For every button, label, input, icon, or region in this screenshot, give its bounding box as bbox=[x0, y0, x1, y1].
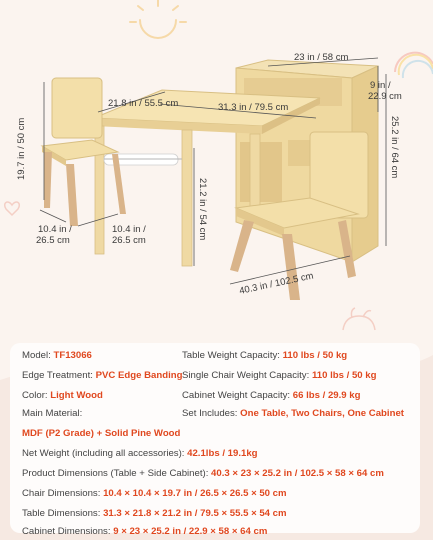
cabinet-depth-in: 9 in / bbox=[370, 80, 391, 91]
chair-width-label bbox=[36, 224, 74, 246]
spec-net-weight-value: 42.1lbs / 19.1kg bbox=[187, 448, 258, 459]
spec-chair-capacity-value: 110 lbs / 50 kg bbox=[311, 370, 377, 381]
spec-product-dims bbox=[22, 468, 384, 480]
spec-table-capacity-label: Table Weight Capacity: bbox=[182, 350, 280, 361]
spec-color-value: Light Wood bbox=[50, 390, 103, 401]
spec-cabinet-capacity-label: Cabinet Weight Capacity: bbox=[182, 390, 291, 401]
spec-cabinet-capacity bbox=[182, 390, 360, 402]
spec-material bbox=[22, 408, 82, 420]
spec-cabinet-capacity-value: 66 lbs / 29.9 kg bbox=[292, 390, 361, 401]
spec-product-dims-label: Product Dimensions (Table + Side Cabinet): bbox=[22, 468, 209, 479]
chair-height-label: 19.7 in / 50 cm bbox=[16, 117, 27, 180]
chair-depth-in: 10.4 in / bbox=[112, 224, 146, 235]
spec-cabinet-dims-label: Cabinet Dimensions: bbox=[22, 526, 111, 537]
spec-set-includes-value: One Table, Two Chairs, One Cabinet bbox=[240, 408, 404, 419]
table-width-label: 31.3 in / 79.5 cm bbox=[218, 102, 289, 113]
spec-set-includes-label: Set Includes: bbox=[182, 408, 238, 419]
spec-table-capacity-value: 110 lbs / 50 kg bbox=[282, 350, 348, 361]
chair-width-in: 10.4 in / bbox=[38, 224, 72, 235]
cabinet-height-label: 25.2 in / 64 cm bbox=[389, 116, 400, 179]
spec-material-value-row bbox=[22, 428, 180, 440]
spec-chair-dims-label: Chair Dimensions: bbox=[22, 488, 101, 499]
spec-set-includes bbox=[182, 408, 404, 420]
spec-model-label: Model: bbox=[22, 350, 51, 361]
spec-color bbox=[22, 390, 103, 402]
spec-edge-label: Edge Treatment: bbox=[22, 370, 93, 381]
cabinet-width-label: 23 in / 58 cm bbox=[294, 52, 349, 63]
rainbow-icon bbox=[395, 53, 433, 78]
spec-cabinet-dims-value: 9 × 23 × 25.2 in / 22.9 × 58 × 64 cm bbox=[113, 526, 268, 537]
spec-table-dims bbox=[22, 508, 287, 520]
spec-sheet bbox=[10, 343, 420, 537]
cabinet-depth-label bbox=[368, 80, 402, 102]
spec-model bbox=[22, 350, 92, 362]
bunny-icon bbox=[343, 308, 375, 330]
chair-depth-cm: 26.5 cm bbox=[112, 235, 146, 246]
spec-chair-capacity bbox=[182, 370, 377, 382]
spec-table-capacity bbox=[182, 350, 347, 362]
spec-material-value: MDF (P2 Grade) + Solid Pine Wood bbox=[22, 428, 181, 439]
spec-table-dims-value: 31.3 × 21.8 × 21.2 in / 79.5 × 55.5 × 54 cm bbox=[103, 508, 287, 519]
spec-color-label: Color: bbox=[22, 390, 48, 401]
spec-model-value: TF13066 bbox=[53, 350, 92, 361]
cabinet-depth-cm: 22.9 cm bbox=[368, 91, 402, 102]
chair-width-cm: 26.5 cm bbox=[36, 235, 70, 246]
table-depth-label: 21.8 in / 55.5 cm bbox=[108, 98, 179, 109]
spec-chair-dims-value: 10.4 × 10.4 × 19.7 in / 26.5 × 26.5 × 50 cm bbox=[103, 488, 287, 499]
spec-chair-capacity-label: Single Chair Weight Capacity: bbox=[182, 370, 310, 381]
sun-icon bbox=[130, 0, 186, 38]
spec-chair-dims bbox=[22, 488, 287, 500]
table-height-label: 21.2 in / 54 cm bbox=[197, 178, 208, 241]
spec-net-weight bbox=[22, 448, 258, 460]
spec-cabinet-dims bbox=[22, 526, 267, 538]
heart-icon bbox=[5, 202, 20, 215]
spec-net-weight-label: Net Weight (including all accessories): bbox=[22, 448, 185, 459]
spec-edge-value: PVC Edge Banding bbox=[95, 370, 183, 381]
chair-depth-label bbox=[112, 224, 148, 246]
total-width-label: 40.3 in / 102.5 cm bbox=[238, 270, 315, 297]
spec-material-label: Main Material: bbox=[22, 408, 83, 419]
spec-table-dims-label: Table Dimensions: bbox=[22, 508, 101, 519]
spec-edge bbox=[22, 370, 183, 382]
spec-product-dims-value: 40.3 × 23 × 25.2 in / 102.5 × 58 × 64 cm bbox=[211, 468, 384, 479]
